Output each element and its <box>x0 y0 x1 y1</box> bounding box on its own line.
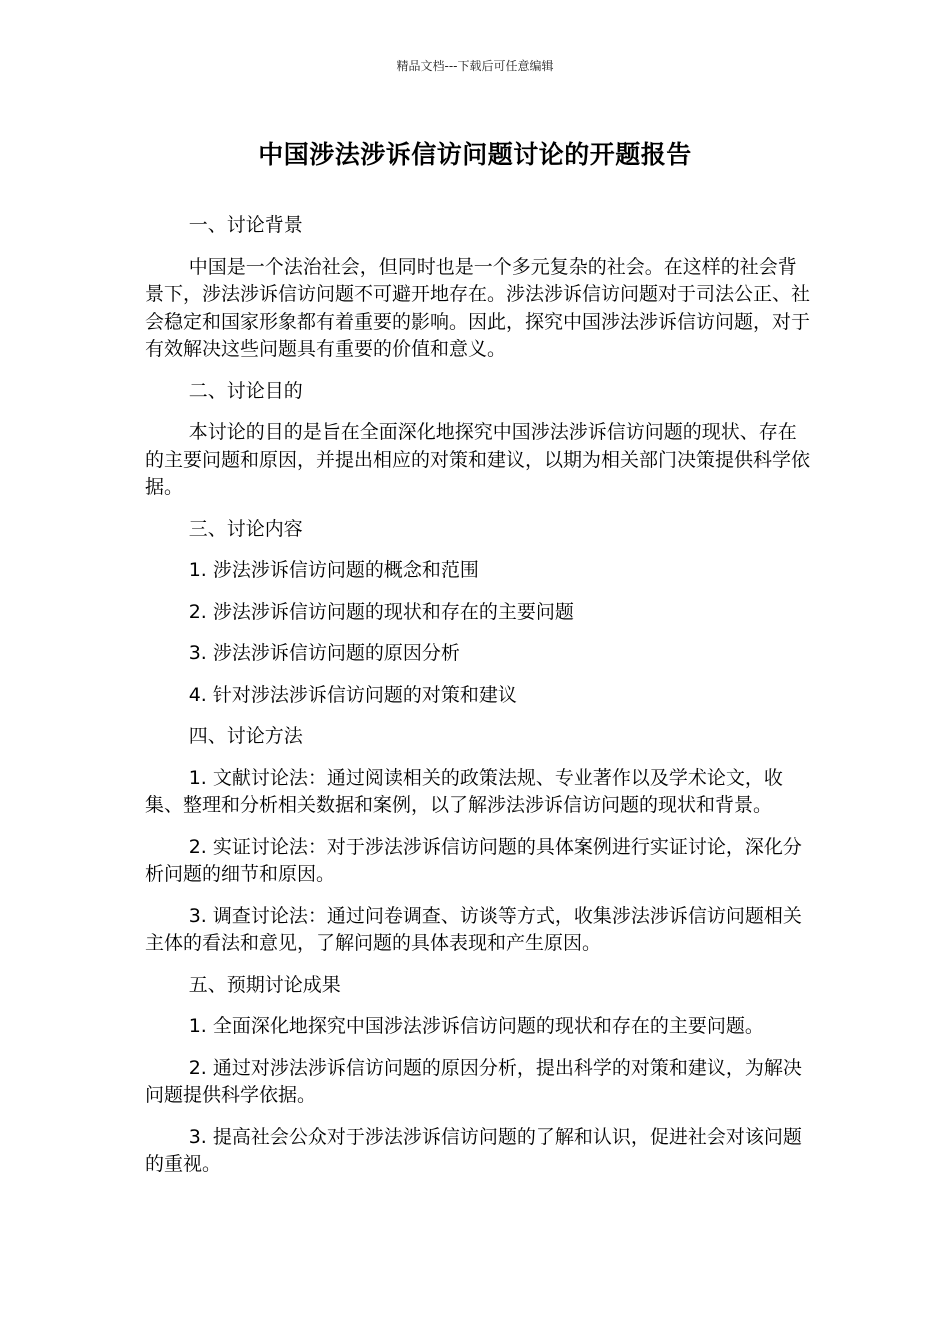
list-item-outcome-1: 1. 全面深化地探究中国涉法涉诉信访问题的现状和存在的主要问题。 <box>188 1015 764 1037</box>
section-heading-outcomes: 五、预期讨论成果 <box>188 973 341 996</box>
list-item-method-3: 3. 调查讨论法：通过问卷调查、访谈等方式，收集涉法涉诉信访问题相关主体的看法和意见，了解问题的具体表现和产生原因。 <box>145 904 802 954</box>
list-item-method-1: 1. 文献讨论法：通过阅读相关的政策法规、专业著作以及学术论文，收集、整理和分析相关数据和案例，以了解涉法涉诉信访问题的现状和背景。 <box>145 766 783 816</box>
list-item-content-2: 2. 涉法涉诉信访问题的现状和存在的主要问题 <box>188 600 574 623</box>
paragraph-purpose: 本讨论的目的是旨在全面深化地探究中国涉法涉诉信访问题的现状、存在的主要问题和原因，并提出相应的对策和建议，以期为相关部门决策提供科学依据。 <box>145 421 811 498</box>
page-header: 精品文档---下载后可任意编辑 <box>396 59 554 73</box>
document-title: 中国涉法涉诉信访问题讨论的开题报告 <box>258 140 692 169</box>
section-heading-content: 三、讨论内容 <box>188 517 303 540</box>
section-heading-methods: 四、讨论方法 <box>188 725 303 747</box>
paragraph-background: 中国是一个法治社会，但同时也是一个多元复杂的社会。在这样的社会背景下，涉法涉诉信访问题不可避开地存在。涉法涉诉信访问题对于司法公正、社会稳定和国家形象都有着重要的影响。因此，探究中国涉法涉诉信访问题，对于有效解决这些问题具有重要的价值和意义。 <box>145 255 811 360</box>
document-body <box>145 212 813 1193</box>
list-item-content-3: 3. 涉法涉诉信访问题的原因分析 <box>188 642 460 664</box>
list-item-outcome-2: 2. 通过对涉法涉诉信访问题的原因分析，提出科学的对策和建议，为解决问题提供科学依据。 <box>145 1056 802 1106</box>
list-item-content-1: 1. 涉法涉诉信访问题的概念和范围 <box>188 559 479 581</box>
list-item-outcome-3: 3. 提高社会公众对于涉法涉诉信访问题的了解和认识，促进社会对该问题的重视。 <box>145 1125 802 1175</box>
section-heading-purpose: 二、讨论目的 <box>188 379 303 402</box>
list-item-method-2: 2. 实证讨论法：对于涉法涉诉信访问题的具体案例进行实证讨论，深化分析问题的细节和原因。 <box>145 835 802 885</box>
section-heading-background: 一、讨论背景 <box>188 214 303 236</box>
list-item-content-4: 4. 针对涉法涉诉信访问题的对策和建议 <box>188 683 517 706</box>
